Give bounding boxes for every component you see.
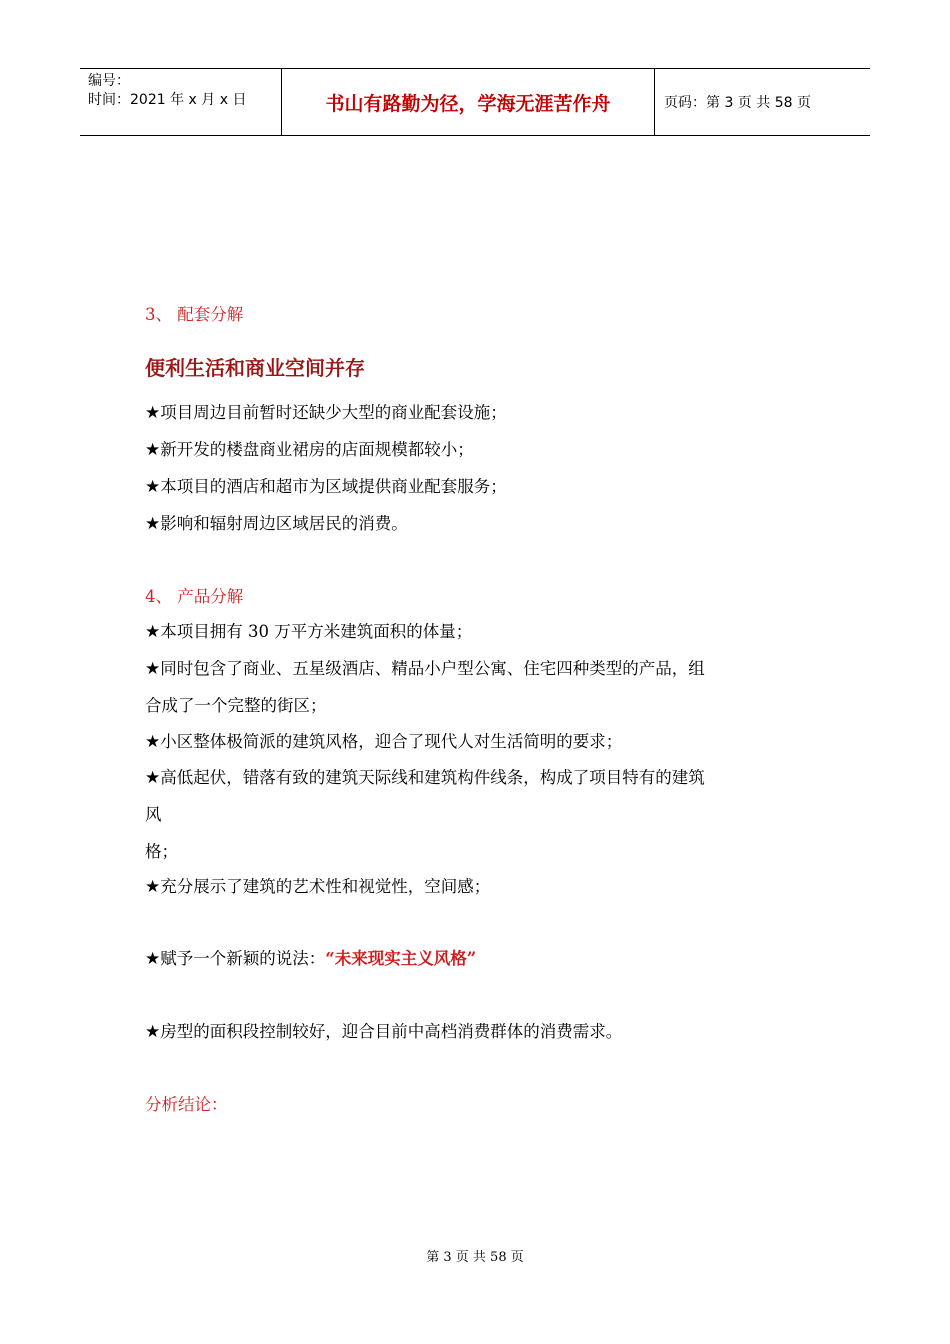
list-item: ★房型的面积段控制较好，迎合目前中高档消费群体的消费需求。 [145, 1022, 623, 1042]
star-icon: ★ [145, 949, 161, 969]
list-item: ★新开发的楼盘商业裙房的店面规模都较小； [145, 440, 474, 460]
list-item: ★本项目拥有 30 万平方米建筑面积的体量； [145, 622, 473, 642]
section-3-title: 便利生活和商业空间并存 [145, 356, 365, 380]
style-highlight: “未来现实主义风格” [325, 949, 477, 968]
list-item [145, 948, 476, 970]
style-prefix: 赋予一个新颖的说法： [160, 949, 326, 968]
page-header [80, 68, 870, 136]
list-item: ★项目周边目前暂时还缺少大型的商业配套设施； [145, 403, 507, 423]
list-item: ★高低起伏，错落有致的建筑天际线和建筑构件线条，构成了项目特有的建筑 [145, 768, 705, 788]
list-item-continuation: 合成了一个完整的街区； [145, 696, 327, 715]
star-icon: ★ [145, 877, 161, 897]
header-motto: 书山有路勤为径，学海无涯苦作舟 [325, 92, 611, 115]
star-icon: ★ [145, 477, 161, 497]
list-item: ★充分展示了建筑的艺术性和视觉性，空间感； [145, 877, 491, 897]
star-icon: ★ [145, 732, 161, 752]
document-date: 时间：2021 年 x 月 x 日 [88, 92, 247, 108]
page-footer: 第 3 页 共 58 页 [426, 1250, 524, 1265]
conclusion-heading: 分析结论： [145, 1095, 228, 1114]
star-icon: ★ [145, 659, 161, 679]
list-item: ★本项目的酒店和超市为区域提供商业配套服务； [145, 477, 507, 497]
list-item: ★小区整体极简派的建筑风格，迎合了现代人对生活简明的要求； [145, 732, 623, 752]
list-item: ★同时包含了商业、五星级酒店、精品小户型公寓、住宅四种类型的产品，组 [145, 659, 705, 679]
star-icon: ★ [145, 440, 161, 460]
star-icon: ★ [145, 622, 161, 642]
header-divider [654, 69, 655, 135]
list-item-continuation: 风 [145, 805, 162, 824]
list-item-continuation: 格； [145, 842, 178, 861]
star-icon: ★ [145, 403, 161, 423]
section-3-heading: 3、 配套分解 [145, 305, 244, 324]
header-page-info: 页码：第 3 页 共 58 页 [664, 95, 811, 111]
star-icon: ★ [145, 1022, 161, 1042]
star-icon: ★ [145, 768, 161, 788]
list-item: ★影响和辐射周边区域居民的消费。 [145, 514, 408, 534]
document-number-label: 编号： [88, 73, 130, 89]
star-icon: ★ [145, 514, 161, 534]
header-meta [88, 72, 246, 110]
section-4-heading: 4、 产品分解 [145, 587, 244, 606]
